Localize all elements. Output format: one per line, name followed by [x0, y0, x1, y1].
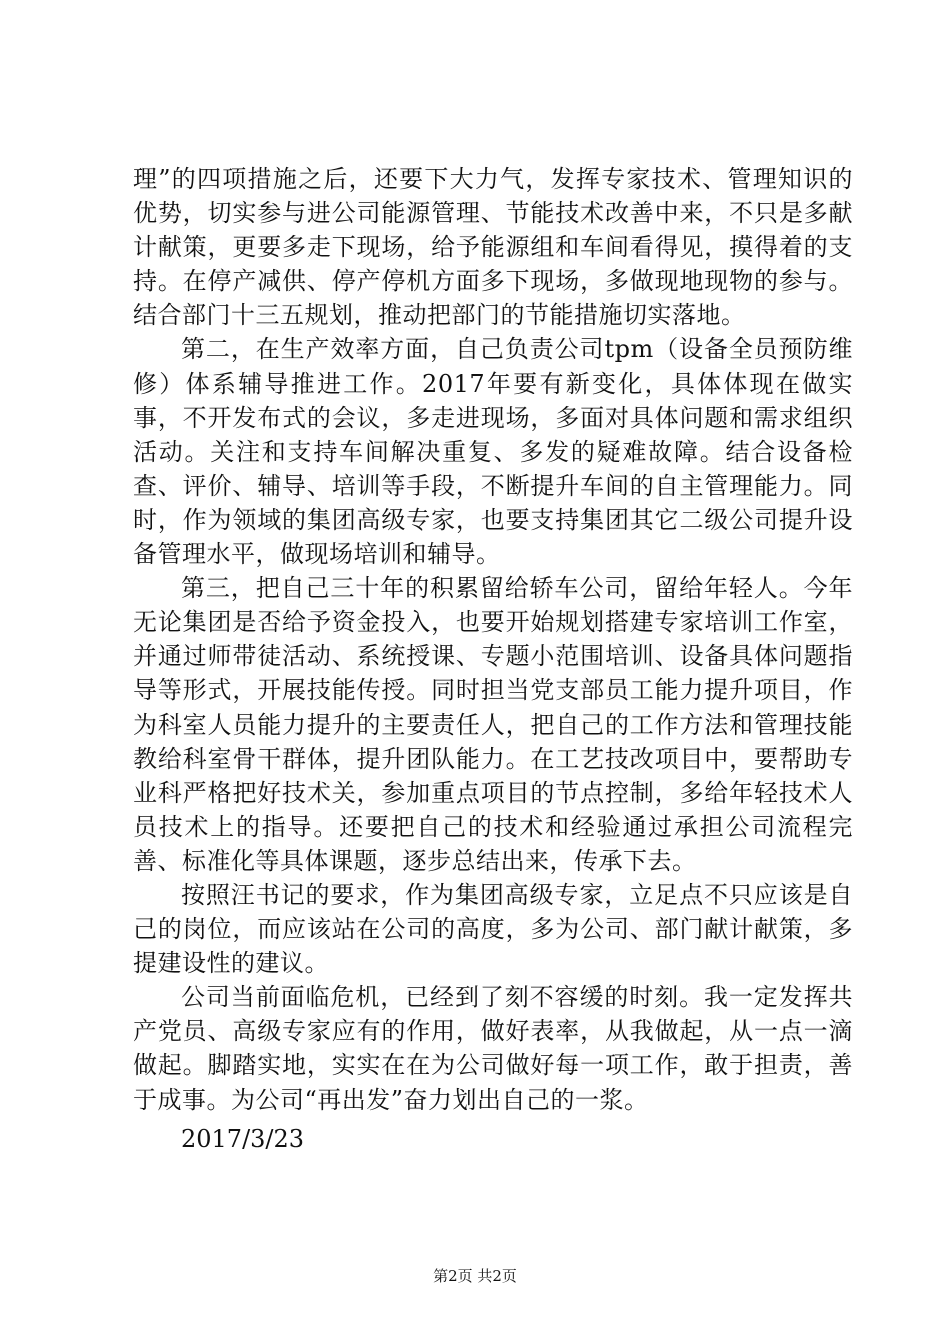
paragraph-closing-commitment: 公司当前面临危机，已经到了刻不容缓的时刻。我一定发挥共产党员、高级专家应有的作用，做好表率，从我做起，从一点一滴做起。脚踏实地，实实在在为公司做好每一项工作，敢于担责，善于成事。为公司“再出发”奋力划出自己的一浆。 — [133, 983, 853, 1114]
paragraph-knowledge-transfer: 第三，把自己三十年的积累留给轿车公司，留给年轻人。今年无论集团是否给予资金投入，也要开始规划搭建专家培训工作室，并通过师带徒活动、系统授课、专题小范围培训、设备具体问题指导等形式，开展技能传授。同时担当党支部员工能力提升项目，作为科室人员能力提升的主要责任人，把自己的工作方法和管理技能教给科室骨干群体，提升团队能力。在工艺技改项目中，要帮助专业科严格把好技术关，参加重点项目的节点控制，多给年轻技术人员技术上的指导。还要把自己的技术和经验通过承担公司流程完善、标准化等具体课题，逐步总结出来，传承下去。 — [133, 574, 853, 875]
paragraph-secretary-requirements: 按照汪书记的要求，作为集团高级专家，立足点不只应该是自己的岗位，而应该站在公司的高度，多为公司、部门献计献策，多提建设性的建议。 — [133, 880, 853, 978]
document-date: 2017/3/23 — [181, 1125, 305, 1153]
paragraph-energy-measures: 理”的四项措施之后，还要下大力气，发挥专家技术、管理知识的优势，切实参与进公司能源管理、节能技术改善中来，不只是多献计献策，更要多走下现场，给予能源组和车间看得见，摸得着的支持。在停产减供、停产停机方面多下现场，多做现地现物的参与。结合部门十三五规划，推动把部门的节能措施切实落地。 — [133, 165, 853, 330]
page-number-footer: 第2页 共2页 — [433, 1267, 517, 1285]
paragraph-production-efficiency: 第二，在生产效率方面，自己负责公司tpm（设备全员预防维修）体系辅导推进工作。2017年要有新变化，具体体现在做实事，不开发布式的会议，多走进现场，多面对具体问题和需求组织活动。关注和支持车间解决重复、多发的疑难故障。结合设备检查、评价、辅导、培训等手段，不断提升车间的自主管理能力。同时，作为领域的集团高级专家，也要支持集团其它二级公司提升设备管理水平，做现场培训和辅导。 — [133, 335, 853, 569]
document-body — [133, 162, 853, 1117]
